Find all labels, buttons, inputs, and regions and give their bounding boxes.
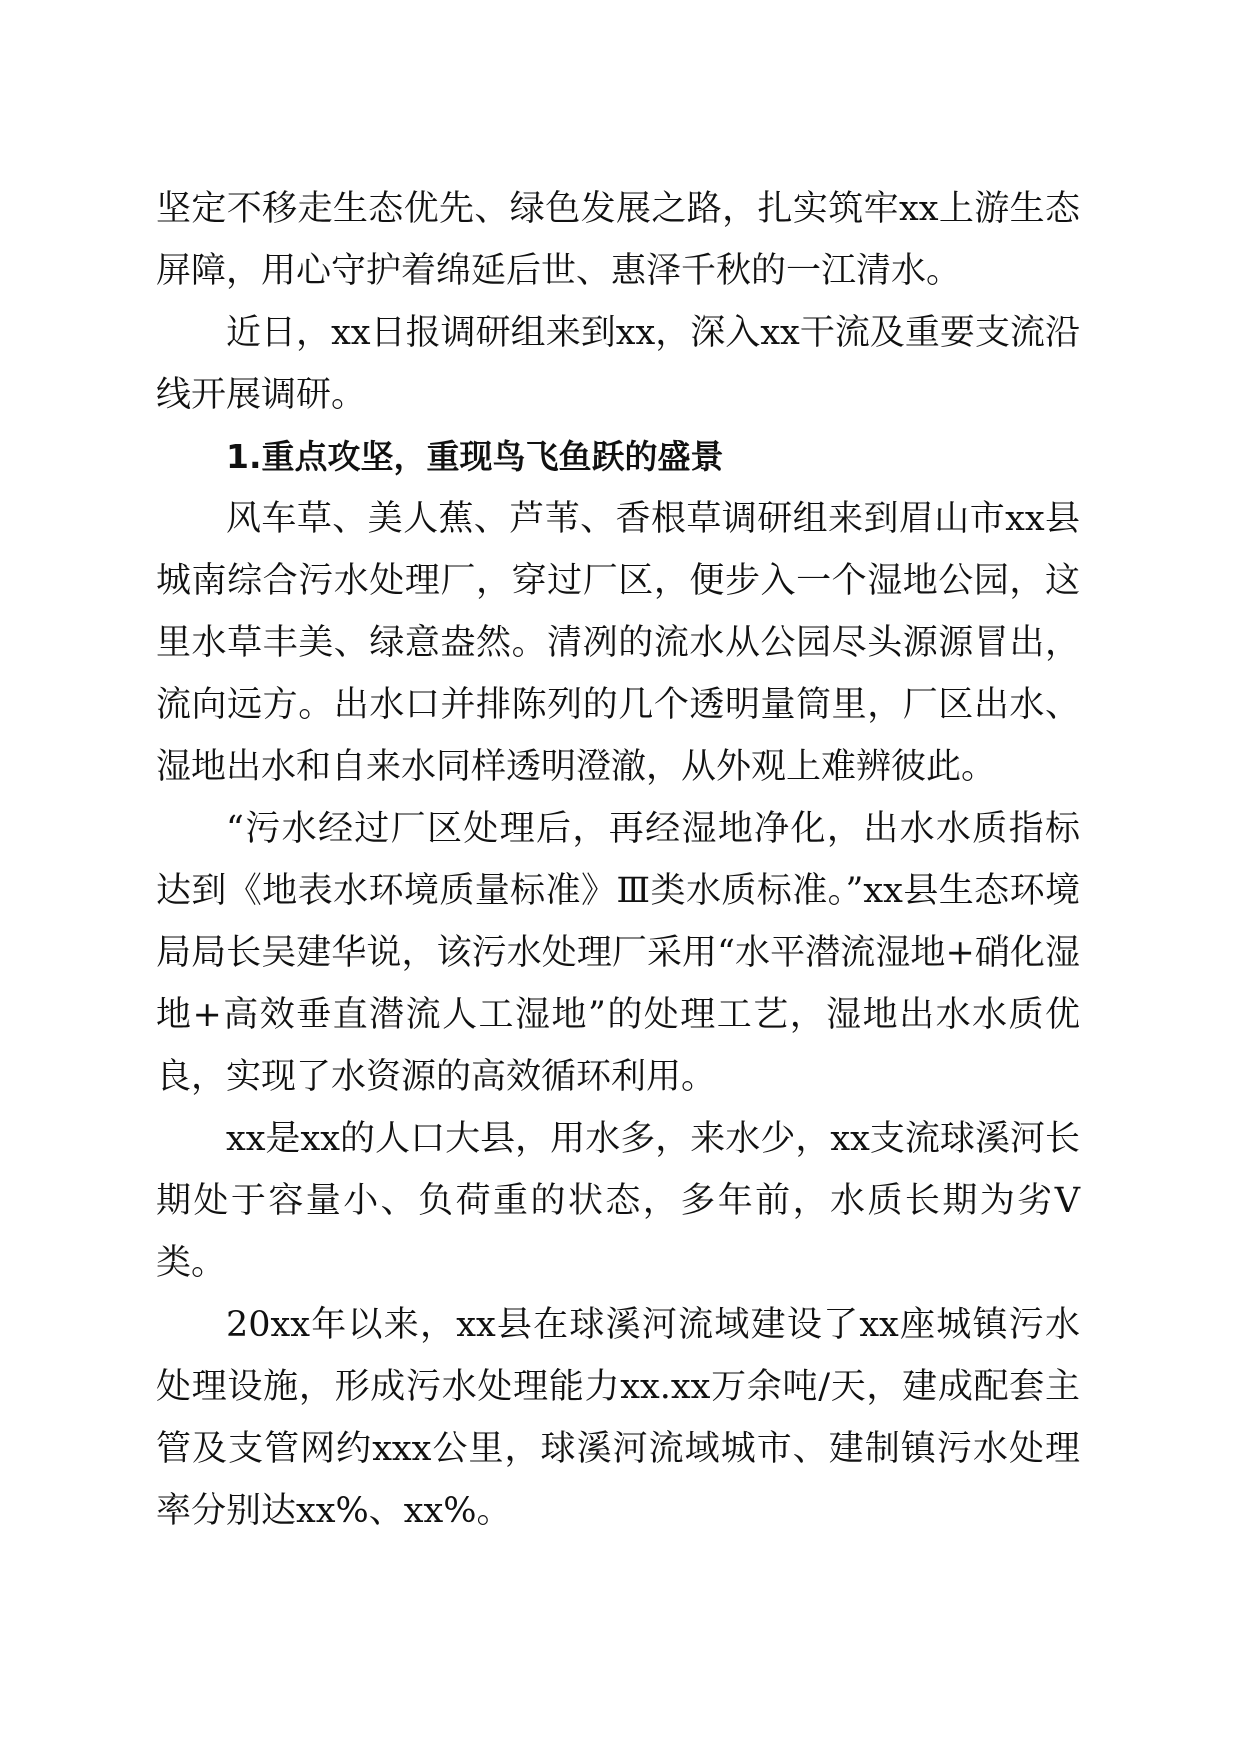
section-heading: 1.重点攻坚，重现鸟飞鱼跃的盛景: [226, 437, 724, 476]
paragraph-wetland-park: 风车草、美人蕉、芦苇、香根草调研组来到眉山市xx县城南综合污水处理厂，穿过厂区，便步入一个湿地公园，这里水草丰美、绿意盎然。清冽的流水从公园尽头源源冒出，流向远方。出水口并排陈列的几个透明量筒里，厂区出水、湿地出水和自来水同样透明澄澈，从外观上难辨彼此。: [156, 499, 1080, 787]
paragraph-research-visit: 近日，xx日报调研组来到xx，深入xx干流及重要支流沿线开展调研。: [156, 313, 1080, 415]
paragraph-county-background: xx是xx的人口大县，用水多，来水少，xx支流球溪河长期处于容量小、负荷重的状态，多年前，水质长期为劣Ⅴ类。: [156, 1119, 1080, 1283]
document-body: [156, 178, 1080, 1542]
paragraph-intro-continued: 坚定不移走生态优先、绿色发展之路，扎实筑牢xx上游生态屏障，用心守护着绵延后世、惠泽千秋的一江清水。: [156, 189, 1080, 291]
paragraph-facilities-stats: 20xx年以来，xx县在球溪河流域建设了xx座城镇污水处理设施，形成污水处理能力xx.xx万余吨/天，建成配套主管及支管网约xxx公里，球溪河流域城市、建制镇污水处理率分别达xx%、xx%。: [156, 1305, 1080, 1531]
paragraph-quote-water-quality: “污水经过厂区处理后，再经湿地净化，出水水质指标达到《地表水环境质量标准》Ⅲ类水质标准。”xx县生态环境局局长吴建华说，该污水处理厂采用“水平潜流湿地+硝化湿地+高效垂直潜流人工湿地”的处理工艺，湿地出水水质优良，实现了水资源的高效循环利用。: [156, 809, 1080, 1097]
